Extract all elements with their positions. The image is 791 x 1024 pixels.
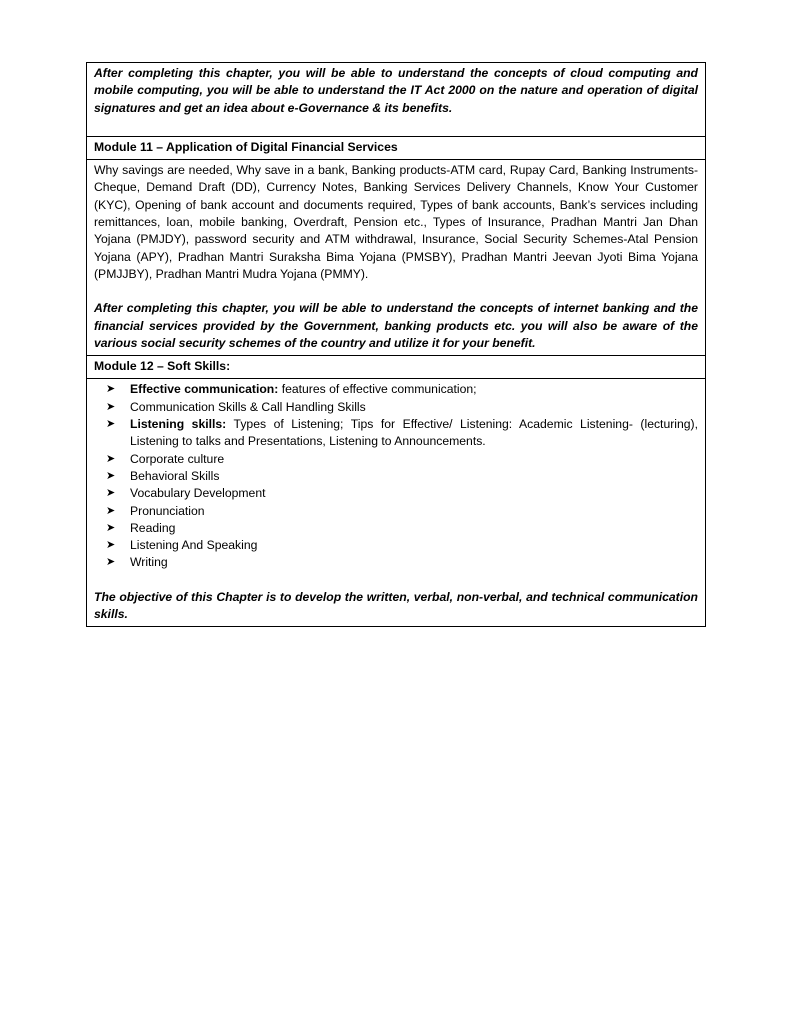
module12-title-row: [87, 356, 706, 379]
item-label: Listening skills:: [130, 417, 227, 432]
module12-content-cell: [87, 379, 706, 627]
skills-list-item: [106, 381, 698, 398]
skills-list-item: [106, 537, 698, 554]
module12-title-cell: [87, 356, 706, 379]
module11-title: Module 11 – Application of Digital Financial Services: [94, 139, 398, 154]
arrow-bullet-icon: ➤: [106, 400, 116, 413]
arrow-bullet-icon: ➤: [106, 452, 116, 465]
arrow-bullet-icon: ➤: [106, 383, 116, 396]
module12-title: Module 12 – Soft Skills:: [94, 359, 231, 374]
item-text: Corporate culture: [130, 451, 225, 466]
intro-row: [87, 63, 706, 137]
module11-title-cell: [87, 136, 706, 159]
arrow-bullet-icon: ➤: [106, 469, 116, 482]
skills-list-item: [106, 451, 698, 468]
arrow-bullet-icon: ➤: [106, 418, 116, 431]
item-text: Types of Listening; Tips for Effective/ Listening: Academic Listening- (lecturing), Listening to talks and Presentations, Listening to Announcements.: [130, 417, 698, 449]
module12-objective: The objective of this Chapter is to develop the written, verbal, non-verbal, and technical communication skills.: [94, 589, 698, 622]
intro-objective: After completing this chapter, you will be able to understand the concepts of cloud computing and mobile computing, you will be able to understand the IT Act 2000 on the nature and operation of digital signatures and get an idea about e-Governance & its benefits.: [94, 66, 698, 115]
syllabus-table: [86, 62, 706, 627]
skills-list-item: [106, 399, 698, 416]
skills-list-item: [106, 503, 698, 520]
skills-list-item: [106, 416, 698, 451]
arrow-bullet-icon: ➤: [106, 539, 116, 552]
intro-cell: [87, 63, 706, 137]
module12-content-row: [87, 379, 706, 627]
item-text: Behavioral Skills: [130, 468, 220, 483]
skills-list-item: [106, 554, 698, 571]
item-text: Listening And Speaking: [130, 538, 258, 553]
item-text: Reading: [130, 520, 176, 535]
skills-list-item: [106, 468, 698, 485]
module11-content-row: [87, 160, 706, 356]
item-text: Vocabulary Development: [130, 486, 266, 501]
skills-list-item: [106, 485, 698, 502]
module11-objective: After completing this chapter, you will be able to understand the concepts of internet banking and the financial services provided by the Government, banking products etc. you will also be aware of the various social security schemes of the country and utilize it for your benefit.: [94, 301, 698, 350]
arrow-bullet-icon: ➤: [106, 556, 116, 569]
arrow-bullet-icon: ➤: [106, 487, 116, 500]
module11-content: Why savings are needed, Why save in a bank, Banking products-ATM card, Rupay Card, Banking Instruments-Cheque, Demand Draft (DD), Currency Notes, Banking Services Delivery Channels, Know Your Customer (KYC), Opening of bank account and documents required, Types of bank accounts, Bank’s services including remittances, loan, mobile banking, Overdraft, Pension etc., Types of Insurance, Pradhan Mantri Jan Dhan Yojana (PMJDY), password security and ATM withdrawal, Insurance, Social Security Schemes-Atal Pension Yojana (APY), Pradhan Mantri Suraksha Bima Yojana (PMSBY), Pradhan Mantri Jeevan Jyoti Bima Yojana (PMJJBY), Pradhan Mantri Mudra Yojana (PMMY).: [94, 163, 698, 281]
item-label: Effective communication:: [130, 382, 279, 397]
item-text: features of effective communication;: [278, 382, 477, 397]
item-text: Pronunciation: [130, 503, 205, 518]
module11-content-cell: [87, 160, 706, 356]
arrow-bullet-icon: ➤: [106, 504, 116, 517]
item-text: Communication Skills & Call Handling Skills: [130, 399, 366, 414]
skills-list-item: [106, 520, 698, 537]
skills-list: [94, 381, 698, 571]
module11-title-row: [87, 136, 706, 159]
item-text: Writing: [130, 555, 168, 570]
arrow-bullet-icon: ➤: [106, 521, 116, 534]
